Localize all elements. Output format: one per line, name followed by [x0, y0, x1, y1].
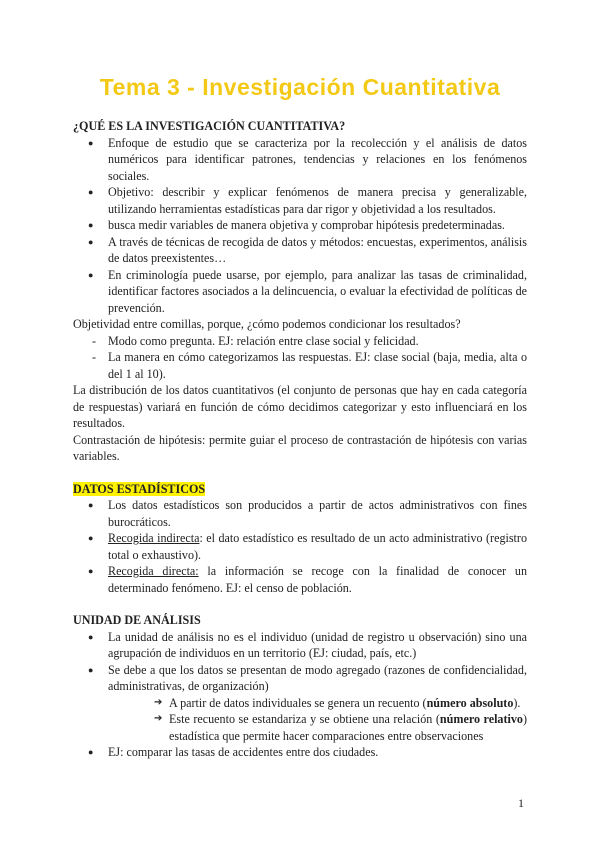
bullet-list-statistics — [73, 497, 527, 596]
highlighted-heading: DATOS ESTADÍSTICOS — [73, 481, 206, 496]
page-number: 1 — [518, 796, 524, 810]
list-item: ● A través de técnicas de recogida de datos y métodos: encuestas, experimentos, análisis de datos preexistentes… — [73, 234, 527, 267]
list-item: ● Los datos estadísticos son producidos a partir de actos administrativos con fines burocráticos. — [73, 497, 527, 530]
arrow-text: A partir de datos individuales se genera un recuento ( — [169, 695, 427, 710]
section-heading-statistics — [73, 481, 527, 498]
list-item: - La manera en cómo categorizamos las respuestas. EJ: clase social (baja, media, alta o del 1 al 10). — [73, 349, 527, 382]
term-indirect: Recogida indirecta — [108, 531, 200, 545]
arrow-text: ). — [513, 695, 521, 710]
list-item: ● En criminología puede usarse, por ejemplo, para analizar las tasas de criminalidad, identificar factores asociados a la delincuencia, o evaluar la efectividad de políticas de prevención. — [73, 267, 527, 317]
section-heading-quantitative: ¿QUÉ ES LA INVESTIGACIÓN CUANTITATIVA? — [73, 119, 346, 133]
bold-term: número relativo — [439, 712, 523, 726]
list-item: ● Se debe a que los datos se presentan de modo agregado (razones de confidencialidad, administrativas, de organización) — [73, 662, 527, 695]
paragraph-distribution: La distribución de los datos cuantitativos (el conjunto de personas que hay en cada categoría de respuestas) variará en función de cómo decidimos categorizar y esto influenciará en los resultados. — [73, 383, 527, 430]
spacer — [73, 596, 527, 612]
dash-list — [73, 333, 527, 383]
list-item: ● Enfoque de estudio que se caracteriza por la recolección y el análisis de datos numéricos para identificar patrones, tendencias y relaciones en los fenómenos sociales. — [73, 135, 527, 185]
section-heading-unit: UNIDAD DE ANÁLISIS — [73, 613, 201, 627]
term-direct: Recogida directa: — [108, 564, 199, 578]
list-item: ● La unidad de análisis no es el individuo (unidad de registro u observación) sino una agrupación de individuos en un territorio (EJ: ciudad, país, etc.) — [73, 629, 527, 662]
paragraph-objectivity: Objetividad entre comillas, porque, ¿cómo podemos condicionar los resultados? — [73, 317, 461, 331]
bullet-list-unit — [73, 629, 527, 761]
spacer — [73, 465, 527, 481]
page-title: Tema 3 - Investigación Cuantitativa — [99, 74, 501, 100]
arrow-text: Este recuento se estandariza y se obtiene una relación ( — [169, 712, 440, 726]
list-item — [73, 563, 527, 596]
arrow-text: ) estadística que permite hacer comparaciones entre observaciones — [169, 712, 527, 743]
term-indirect-text: : el dato estadístico es resultado de un acto administrativo (registro total o exhaustivo). — [108, 531, 527, 562]
list-item: ● busca medir variables de manera objetiva y comprobar hipótesis predeterminadas. — [73, 217, 527, 234]
arrow-item — [73, 695, 527, 712]
term-direct-text: la información se recoge con la finalidad de conocer un determinado fenómeno. EJ: el censo de población. — [108, 564, 527, 595]
list-item — [73, 530, 527, 563]
document-body — [73, 118, 527, 761]
paragraph-contrast: Contrastación de hipótesis: permite guiar el proceso de contrastación de hipótesis con varias variables. — [73, 432, 527, 463]
list-item: - Modo como pregunta. EJ: relación entre clase social y felicidad. — [73, 333, 527, 350]
list-item: ● EJ: comparar las tasas de accidentes entre dos ciudades. — [73, 744, 527, 761]
list-item: ● Objetivo: describir y explicar fenómenos de manera precisa y generalizable, utilizando herramientas estadísticas para dar rigor y objetividad a los resultados. — [73, 184, 527, 217]
bold-term: número absoluto — [426, 695, 514, 710]
arrow-item — [73, 711, 527, 744]
bullet-list-definition — [73, 135, 527, 317]
